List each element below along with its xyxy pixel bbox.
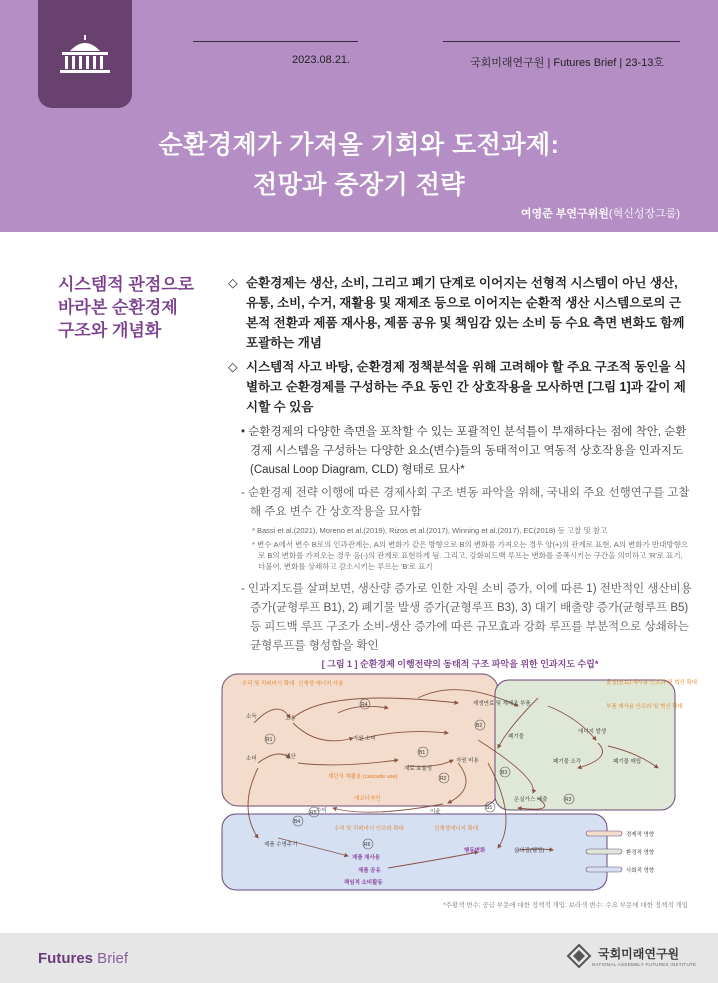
footer-brand <box>38 950 128 967</box>
header-rule-left <box>193 41 358 42</box>
node-label: 신재생 에너지 사용 <box>298 681 344 687</box>
svg-text:R2: R2 <box>440 776 447 782</box>
node-label: 에너지 발생 <box>578 729 607 735</box>
node-label: 제품 공유 <box>358 868 381 874</box>
bullet-item <box>228 357 692 417</box>
node-label: 재생연료 및 재제조 부품 <box>473 701 531 707</box>
body-text <box>228 273 692 656</box>
bullet-text: 시스템적 사고 바탕, 순환경제 정책분석을 위해 고려해야 할 주요 구조적 동인을 식별하고 순환경제를 구성하는 주요 동인 간 상호작용을 모사하면 [그림 1]과 같이 제시할 수 있음 <box>246 360 687 414</box>
node-label: 생산 <box>285 754 296 760</box>
assembly-logo <box>38 0 132 108</box>
author-dept: (혁신성장그룹) <box>608 208 680 220</box>
dash-marker: - <box>241 487 249 499</box>
svg-text:B5: B5 <box>486 805 493 811</box>
node-label: 제품 재사용 <box>352 855 381 861</box>
footnote: * Bassi et al.(2021), Moreno et al.(2019), Rizos et al.(2017), Winning et al.(2017), EC(2018) 등 고찰 및 참고 <box>252 526 608 535</box>
svg-text:B3: B3 <box>501 770 508 776</box>
page-title-line1: 순환경제가 가져올 기회와 도전과제: <box>158 131 560 159</box>
svg-text:R5: R5 <box>310 810 317 816</box>
node-label: 행동변화 <box>464 848 486 854</box>
dot-marker: • <box>241 426 249 438</box>
publication-date: 2023.08.21. <box>292 54 351 66</box>
dash-text: 인과지도를 살펴보면, 생산량 증가로 인한 자원 소비 증가, 이에 따른 1) 전반적인 생산비용 증가(균형루프 B1), 2) 폐기물 발생 증가(균형루프 B3), 3) 대기 배출량 증가(균형루프 B5) 등 피드백 루프 구조가 소비-생산 증가에 따른 규모효과 강화 루프를 부분적으로 상쇄하는 균형루프를 형성함을 확인 <box>248 583 692 652</box>
svg-text:R4: R4 <box>361 702 368 708</box>
dash-text: 순환경제 전략 이행에 따른 경제사회 구조 변동 파악을 위해, 국내외 주요 선행연구를 고찰해 주요 변수 간 상호작용을 묘사함 <box>248 487 690 518</box>
section-heading-line3: 구조와 개념화 <box>58 321 162 340</box>
node-label: 폐기물 <box>508 734 524 740</box>
node-label: 고용 <box>285 716 296 722</box>
legend-label: 경제적 영향 <box>626 832 655 838</box>
diamond-bullet-icon: ◇ <box>228 276 238 290</box>
org-subname: NATIONAL ASSEMBLY FUTURES INSTITUTE <box>592 962 697 967</box>
causal-loop-diagram <box>218 668 698 898</box>
dash-marker: - <box>241 583 249 595</box>
author <box>521 205 680 221</box>
footnote: * 변수 A에서 변수 B로의 인과관계는, A의 변화가 같은 방향으로 B의 변화를 가져오는 경우 양(+)의 관계로 표현, A의 변화가 반대방향으로 B의 변화를 가져오는 경우 음(-)의 관계로 표현하게 됨. 그리고, 강화피드백 루프는 변화를 증폭시키는 구간을 의미하고 'R'로 표기, 더불어, 변화를 상쇄하고 감소시키는 루프는 'B'로 표기 <box>252 540 689 571</box>
svg-text:B2: B2 <box>476 723 483 729</box>
node-label: 온실가스 배출 <box>514 797 548 803</box>
section-heading-line2: 바라본 순환경제 <box>58 298 178 317</box>
header-band <box>0 0 718 232</box>
footer-brand-light: Brief <box>93 950 129 967</box>
node-label: 이윤 <box>430 809 441 815</box>
institute-emblem-icon <box>566 943 592 969</box>
legend-label: 환경적 영향 <box>626 850 655 856</box>
svg-text:R3: R3 <box>565 797 572 803</box>
assembly-building-icon <box>56 33 114 75</box>
footer-brand-bold: Futures <box>38 950 94 967</box>
figure-title: [ 그림 1 ] 순환경제 이행전략의 동태적 구조 파악을 위한 인과지도 수립* <box>321 659 599 669</box>
publication-source: 국회미래연구원 | Futures Brief | 23-13호 <box>470 57 665 69</box>
page-title-line2: 전망과 중장기 전략 <box>252 171 466 199</box>
bullet-text: 순환경제는 생산, 소비, 그리고 폐기 단계로 이어지는 선형적 시스템이 아닌 생산, 유통, 소비, 수거, 재활용 및 재제조 등으로 이어지는 순환적 생산 시스템으로의 근본적 전환과 제품 재사용, 제품 공유 및 책임감 있는 소비 등 수요 측면 변화도 함께 포괄하는 개념 <box>246 276 685 350</box>
sub-bullet-item <box>228 423 692 480</box>
node-label: 자원 비용 <box>456 758 479 764</box>
node-label: 수리 및 리퍼비시 인프라 확대 <box>334 826 404 832</box>
section-heading-line1: 시스템적 관점으로 <box>58 275 195 294</box>
diamond-bullet-icon: ◇ <box>228 360 238 374</box>
svg-text:B4: B4 <box>294 819 301 825</box>
author-name: 여영준 부연구위원 <box>520 208 609 220</box>
node-label: 재료 효율성 <box>404 766 433 772</box>
node-label: 부품 재사용 인프라 및 혁신 확대 <box>606 704 683 710</box>
node-label: 에코디자인 <box>354 796 381 802</box>
node-label: 소비 <box>246 756 257 762</box>
node-label: 책임적 소비활동 <box>344 880 383 886</box>
node-label: 소득 <box>246 714 257 720</box>
svg-text:R1: R1 <box>266 737 273 743</box>
dash-item <box>228 484 692 522</box>
svg-text:B1: B1 <box>419 750 426 756</box>
node-label: 물질(원료) 재사용 인프라 및 혁신 확대 <box>606 680 697 686</box>
header-rule-right <box>443 41 680 42</box>
node-label: 폐기물 소각 <box>553 759 582 765</box>
dash-item <box>228 580 692 656</box>
footer <box>0 933 718 983</box>
node-label: 자원 소비 <box>353 736 376 742</box>
node-label: 수리 및 리퍼비시 확대 <box>242 681 295 687</box>
node-label: 신재생에너지 확대 <box>434 826 479 832</box>
org-logo <box>566 943 696 969</box>
environmental-zone <box>495 680 675 810</box>
node-label: 제품 수명주기 <box>264 842 298 848</box>
org-name: 국회미래연구원 <box>598 947 680 961</box>
node-label: 폐기물 매립 <box>613 759 642 765</box>
section-heading <box>58 273 198 342</box>
node-label: 삶의질(웰빙) <box>514 848 545 854</box>
figure-note: *주황색 변수: 공급 부문에 대한 정책적 개입; 보라색 변수: 수요 부문에 대한 정책적 개입 <box>443 902 688 909</box>
sub-bullet-text: 순환경제의 다양한 측면을 포착할 수 있는 포괄적인 분석틀이 부재하다는 점에 착안, 순환경제 시스템을 구성하는 다양한 요소(변수)들의 동태적이고 역동적 상호작용을 인과지도(Causal Loop Diagram, CLD) 형태로 묘사* <box>248 426 687 476</box>
bullet-item <box>228 273 692 353</box>
legend-label: 사회적 영향 <box>626 868 655 874</box>
node-label: 수익 <box>316 808 327 814</box>
social-zone <box>222 814 607 890</box>
node-label: 계단식 재활용 (cascade use) <box>328 774 398 780</box>
svg-text:R6: R6 <box>364 842 371 848</box>
